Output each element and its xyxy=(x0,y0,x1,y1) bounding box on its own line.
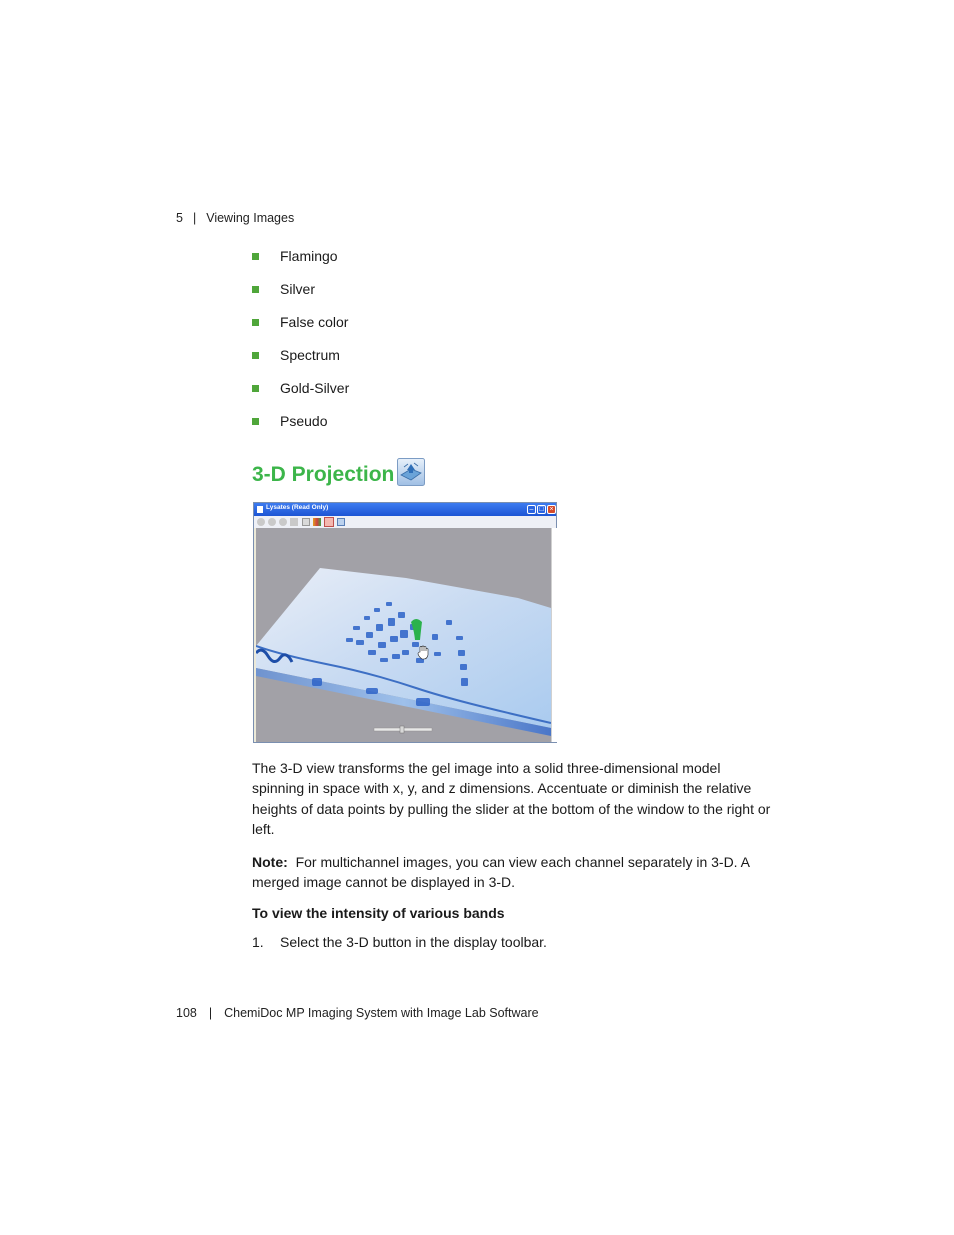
list-item-label: Silver xyxy=(280,281,316,297)
bullet-icon xyxy=(252,253,259,260)
3d-viewer-window xyxy=(253,502,557,743)
slider-thumb[interactable] xyxy=(400,726,404,733)
note-label: Note: xyxy=(252,854,288,870)
bullet-icon xyxy=(252,286,259,293)
list-item-label: Pseudo xyxy=(280,413,328,429)
color-option-list xyxy=(252,246,349,444)
note-text: For multichannel images, you can view each channel separately in 3-D. A merged image cannot be displayed in 3-D. xyxy=(252,854,750,891)
running-header xyxy=(176,211,294,225)
list-item-label: Flamingo xyxy=(280,248,338,264)
footer-title: ChemiDoc MP Imaging System with Image Lab Software xyxy=(224,1006,539,1020)
list-item-label: Gold-Silver xyxy=(280,380,350,396)
list-item-label: Spectrum xyxy=(280,347,340,363)
list-item xyxy=(252,246,349,279)
display-toolbar xyxy=(254,516,556,528)
footer-separator: | xyxy=(208,1006,213,1020)
fit-icon[interactable] xyxy=(279,518,287,526)
window-titlebar xyxy=(254,503,556,516)
bullet-icon xyxy=(252,319,259,326)
flip-icon[interactable] xyxy=(337,518,345,526)
pointer-icon[interactable] xyxy=(302,518,310,526)
maximize-icon[interactable]: □ xyxy=(537,505,546,514)
section-title: 3-D Projection xyxy=(252,463,395,486)
procedure-step xyxy=(252,934,547,950)
height-slider[interactable] xyxy=(374,726,432,733)
3d-icon[interactable] xyxy=(324,517,334,527)
procedure-heading: To view the intensity of various bands xyxy=(252,905,505,921)
window-title: Lysates (Read Only) xyxy=(266,504,329,511)
bullet-icon xyxy=(252,418,259,425)
page-number: 108 xyxy=(176,1006,197,1020)
list-item xyxy=(252,279,349,312)
minimize-icon[interactable]: – xyxy=(527,505,536,514)
list-item xyxy=(252,378,349,411)
step-text: Select the 3-D button in the display toolbar. xyxy=(280,934,547,950)
body-paragraph: The 3-D view transforms the gel image into a solid three-dimensional model spinning in space with x, y, and z dimensions. Accentuate or diminish the relative heights of data points by pulling the slider at the bottom of the window to the right or left. xyxy=(252,760,771,838)
close-icon[interactable]: × xyxy=(547,505,556,514)
list-item xyxy=(252,312,349,345)
list-item-label: False color xyxy=(280,314,349,330)
step-number: 1. xyxy=(252,934,264,950)
chapter-number: 5 xyxy=(176,211,183,225)
3d-gel-render[interactable] xyxy=(256,528,551,742)
list-item xyxy=(252,345,349,378)
3d-projection-icon xyxy=(397,458,425,486)
bullet-icon xyxy=(252,352,259,359)
chapter-title: Viewing Images xyxy=(206,211,295,225)
list-item xyxy=(252,411,349,444)
header-separator: | xyxy=(192,211,197,225)
zoom-in-icon[interactable] xyxy=(257,518,265,526)
3d-gel-view[interactable] xyxy=(256,528,551,742)
vertical-scrollbar[interactable] xyxy=(551,528,557,742)
bullet-icon xyxy=(252,385,259,392)
zoom-box-icon[interactable] xyxy=(290,518,298,526)
zoom-out-icon[interactable] xyxy=(268,518,276,526)
app-icon xyxy=(257,506,263,513)
running-footer xyxy=(176,1006,539,1020)
note xyxy=(252,852,772,893)
highlight-icon[interactable] xyxy=(313,518,321,526)
